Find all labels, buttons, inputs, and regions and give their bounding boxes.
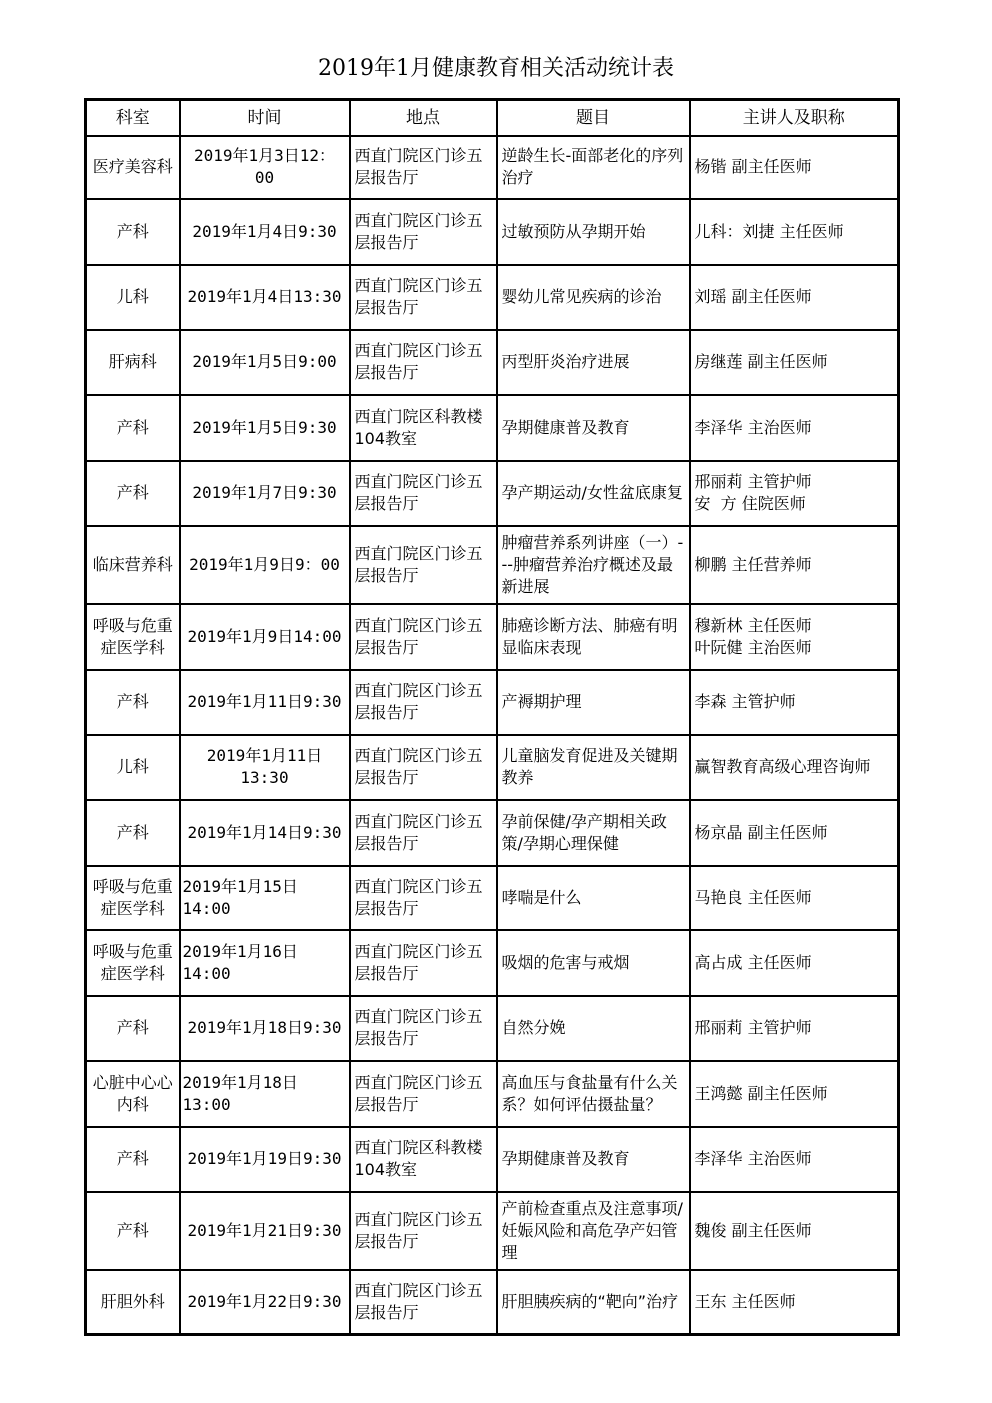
cell-time: 2019年1月4日9:30 bbox=[180, 199, 350, 265]
cell-time: 2019年1月11日13:30 bbox=[180, 735, 350, 800]
cell-dept: 医疗美容科 bbox=[86, 136, 180, 199]
cell-time: 2019年1月18日13:00 bbox=[180, 1061, 350, 1127]
speaker-line: 邢丽莉 主管护师 bbox=[694, 472, 812, 491]
cell-topic: 肝胆胰疾病的“靶向”治疗 bbox=[497, 1270, 690, 1335]
cell-time: 2019年1月11日9:30 bbox=[180, 670, 350, 735]
cell-dept: 临床营养科 bbox=[86, 526, 180, 604]
cell-time: 2019年1月7日9:30 bbox=[180, 461, 350, 526]
cell-topic: 高血压与食盐量有什么关系？如何评估摄盐量？ bbox=[497, 1061, 690, 1127]
cell-time: 2019年1月14日9:30 bbox=[180, 800, 350, 866]
cell-dept: 呼吸与危重症医学科 bbox=[86, 930, 180, 996]
cell-dept: 产科 bbox=[86, 670, 180, 735]
table-row bbox=[86, 996, 899, 1061]
cell-time: 2019年1月22日9:30 bbox=[180, 1270, 350, 1335]
speaker-line: 李泽华 主治医师 bbox=[694, 417, 812, 437]
cell-speaker bbox=[690, 526, 899, 604]
cell-place: 西直门院区门诊五层报告厅 bbox=[350, 996, 497, 1061]
cell-topic: 孕期健康普及教育 bbox=[497, 1127, 690, 1192]
cell-speaker bbox=[690, 461, 899, 526]
cell-place: 西直门院区门诊五层报告厅 bbox=[350, 136, 497, 199]
cell-speaker bbox=[690, 1270, 899, 1335]
table-row bbox=[86, 136, 899, 199]
cell-topic: 吸烟的危害与戒烟 bbox=[497, 930, 690, 996]
cell-dept: 肝胆外科 bbox=[86, 1270, 180, 1335]
cell-dept: 产科 bbox=[86, 1127, 180, 1192]
speaker-line: 魏俊 副主任医师 bbox=[694, 1220, 812, 1240]
cell-time: 2019年1月19日9:30 bbox=[180, 1127, 350, 1192]
table-row bbox=[86, 1061, 899, 1127]
table-row bbox=[86, 461, 899, 526]
cell-speaker bbox=[690, 1127, 899, 1192]
table-row bbox=[86, 1192, 899, 1270]
cell-time: 2019年1月15日14:00 bbox=[180, 866, 350, 930]
speaker-line: 柳鹏 主任营养师 bbox=[694, 554, 812, 574]
activity-table bbox=[84, 98, 900, 1336]
table-row bbox=[86, 1127, 899, 1192]
table-row bbox=[86, 800, 899, 866]
cell-dept: 肝病科 bbox=[86, 330, 180, 395]
table-row bbox=[86, 930, 899, 996]
cell-dept: 产科 bbox=[86, 395, 180, 461]
cell-topic: 儿童脑发育促进及关键期教养 bbox=[497, 735, 690, 800]
cell-speaker bbox=[690, 604, 899, 670]
speaker-line: 穆新林 主任医师 bbox=[694, 615, 812, 635]
speaker-line: 叶阮健 主治医师 bbox=[694, 637, 812, 657]
cell-dept: 产科 bbox=[86, 996, 180, 1061]
cell-speaker bbox=[690, 930, 899, 996]
cell-dept: 呼吸与危重症医学科 bbox=[86, 604, 180, 670]
cell-dept: 心脏中心心内科 bbox=[86, 1061, 180, 1127]
cell-speaker bbox=[690, 330, 899, 395]
speaker-line: 王鸿懿 副主任医师 bbox=[694, 1083, 828, 1103]
cell-time: 2019年1月9日14:00 bbox=[180, 604, 350, 670]
cell-place: 西直门院区门诊五层报告厅 bbox=[350, 265, 497, 330]
header-place: 地点 bbox=[350, 100, 497, 136]
speaker-line: 杨锴 副主任医师 bbox=[694, 157, 812, 176]
table-row bbox=[86, 735, 899, 800]
cell-time: 2019年1月18日9:30 bbox=[180, 996, 350, 1061]
cell-place: 西直门院区门诊五层报告厅 bbox=[350, 930, 497, 996]
table-row bbox=[86, 199, 899, 265]
cell-topic: 产前检查重点及注意事项/妊娠风险和高危孕产妇管理 bbox=[497, 1192, 690, 1270]
cell-speaker bbox=[690, 735, 899, 800]
table-body bbox=[86, 136, 899, 1335]
speaker-line: 安 方 住院医师 bbox=[694, 494, 806, 513]
cell-topic: 产褥期护理 bbox=[497, 670, 690, 735]
cell-dept: 产科 bbox=[86, 800, 180, 866]
cell-topic: 肺癌诊断方法、肺癌有明显临床表现 bbox=[497, 604, 690, 670]
speaker-line: 李森 主管护师 bbox=[694, 692, 796, 711]
cell-time: 2019年1月9日9：00 bbox=[180, 526, 350, 604]
cell-place: 西直门院区门诊五层报告厅 bbox=[350, 604, 497, 670]
cell-place: 西直门院区门诊五层报告厅 bbox=[350, 1192, 497, 1270]
table-row bbox=[86, 526, 899, 604]
cell-topic: 哮喘是什么 bbox=[497, 866, 690, 930]
table-row bbox=[86, 866, 899, 930]
cell-topic: 孕期健康普及教育 bbox=[497, 395, 690, 461]
cell-place: 西直门院区科教楼104教室 bbox=[350, 395, 497, 461]
table-row bbox=[86, 604, 899, 670]
table-row bbox=[86, 670, 899, 735]
header-time: 时间 bbox=[180, 100, 350, 136]
table-row bbox=[86, 1270, 899, 1335]
cell-topic: 过敏预防从孕期开始 bbox=[497, 199, 690, 265]
cell-speaker bbox=[690, 996, 899, 1061]
cell-time: 2019年1月16日14:00 bbox=[180, 930, 350, 996]
cell-topic: 孕前保健/孕产期相关政策/孕期心理保健 bbox=[497, 800, 690, 866]
cell-place: 西直门院区科教楼104教室 bbox=[350, 1127, 497, 1192]
cell-speaker bbox=[690, 136, 899, 199]
cell-dept: 儿科 bbox=[86, 735, 180, 800]
header-speaker: 主讲人及职称 bbox=[690, 100, 899, 136]
table-row bbox=[86, 395, 899, 461]
cell-place: 西直门院区门诊五层报告厅 bbox=[350, 330, 497, 395]
cell-speaker bbox=[690, 670, 899, 735]
cell-topic: 自然分娩 bbox=[497, 996, 690, 1061]
cell-place: 西直门院区门诊五层报告厅 bbox=[350, 800, 497, 866]
speaker-line: 杨京晶 副主任医师 bbox=[694, 822, 828, 842]
table-row bbox=[86, 330, 899, 395]
cell-time: 2019年1月4日13:30 bbox=[180, 265, 350, 330]
cell-time: 2019年1月5日9:30 bbox=[180, 395, 350, 461]
cell-place: 西直门院区门诊五层报告厅 bbox=[350, 199, 497, 265]
speaker-line: 高占成 主任医师 bbox=[694, 952, 812, 972]
cell-speaker bbox=[690, 265, 899, 330]
cell-place: 西直门院区门诊五层报告厅 bbox=[350, 461, 497, 526]
speaker-line: 儿科：刘捷 主任医师 bbox=[694, 221, 844, 241]
cell-topic: 肿瘤营养系列讲座（一）---肿瘤营养治疗概述及最新进展 bbox=[497, 526, 690, 604]
cell-topic: 孕产期运动/女性盆底康复 bbox=[497, 461, 690, 526]
speaker-line: 房继莲 副主任医师 bbox=[694, 352, 828, 371]
cell-topic: 丙型肝炎治疗进展 bbox=[497, 330, 690, 395]
cell-dept: 产科 bbox=[86, 199, 180, 265]
header-topic: 题目 bbox=[497, 100, 690, 136]
cell-place: 西直门院区门诊五层报告厅 bbox=[350, 526, 497, 604]
cell-time: 2019年1月3日12：00 bbox=[180, 136, 350, 199]
cell-dept: 产科 bbox=[86, 461, 180, 526]
cell-speaker bbox=[690, 395, 899, 461]
cell-dept: 儿科 bbox=[86, 265, 180, 330]
cell-place: 西直门院区门诊五层报告厅 bbox=[350, 866, 497, 930]
cell-place: 西直门院区门诊五层报告厅 bbox=[350, 670, 497, 735]
speaker-line: 刘瑶 副主任医师 bbox=[694, 287, 812, 306]
cell-speaker bbox=[690, 1192, 899, 1270]
speaker-line: 邢丽莉 主管护师 bbox=[694, 1018, 812, 1037]
cell-speaker bbox=[690, 1061, 899, 1127]
cell-topic: 逆龄生长-面部老化的序列治疗 bbox=[497, 136, 690, 199]
speaker-line: 王东 主任医师 bbox=[694, 1291, 796, 1311]
cell-time: 2019年1月5日9:00 bbox=[180, 330, 350, 395]
speaker-line: 李泽华 主治医师 bbox=[694, 1149, 812, 1168]
cell-place: 西直门院区门诊五层报告厅 bbox=[350, 1061, 497, 1127]
cell-time: 2019年1月21日9:30 bbox=[180, 1192, 350, 1270]
header-dept: 科室 bbox=[86, 100, 180, 136]
cell-speaker bbox=[690, 800, 899, 866]
cell-speaker bbox=[690, 199, 899, 265]
cell-place: 西直门院区门诊五层报告厅 bbox=[350, 1270, 497, 1335]
speaker-line: 赢智教育高级心理咨询师 bbox=[694, 757, 871, 776]
header-row bbox=[86, 100, 899, 136]
cell-dept: 产科 bbox=[86, 1192, 180, 1270]
speaker-line: 马艳良 主任医师 bbox=[694, 887, 812, 907]
cell-place: 西直门院区门诊五层报告厅 bbox=[350, 735, 497, 800]
cell-dept: 呼吸与危重症医学科 bbox=[86, 866, 180, 930]
table-row bbox=[86, 265, 899, 330]
cell-speaker bbox=[690, 866, 899, 930]
cell-topic: 婴幼儿常见疾病的诊治 bbox=[497, 265, 690, 330]
page-title: 2019年1月健康教育相关活动统计表 bbox=[318, 56, 674, 81]
